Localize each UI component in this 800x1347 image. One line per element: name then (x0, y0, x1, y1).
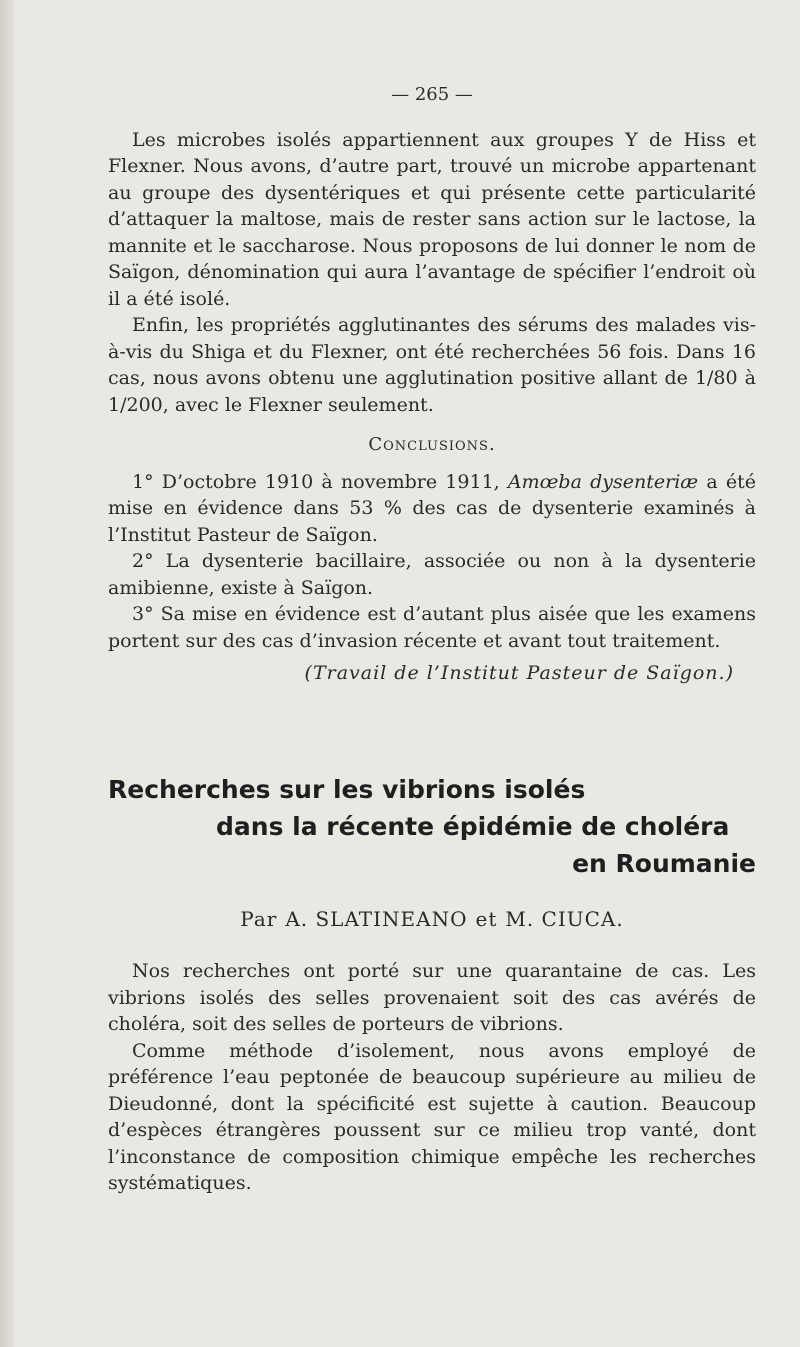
conclusion-1-start: 1° D’octobre 1910 à novembre 1911, (132, 470, 500, 493)
byline-prefix: Par (240, 906, 278, 931)
conclusion-item-2: 2° La dysenterie bacillaire, associée ou non à la dysenterie amibienne, existe à Saïgon. (108, 550, 756, 599)
paragraph-method: Comme méthode d’isolement, nous avons employé de préférence l’eau peptonée de beaucoup supérieure au milieu de Dieudonné, dont la spécificité est sujette à caution. Beaucoup d’espèces étrangères poussent sur ce milieu trop vanté, dont l’inconstance de composition chimique empêche les recherches systématiques. (108, 1039, 756, 1194)
conclusion-1-species: Amœba dysenteriæ (507, 470, 699, 493)
article-title-line-2: dans la récente épidémie de choléra (216, 811, 730, 841)
new-article (108, 771, 756, 1197)
article-title (108, 771, 756, 882)
page-gutter-shadow (0, 0, 14, 1347)
page-number: — 265 — (391, 84, 473, 105)
paragraph-agglutination: Enfin, les propriétés agglutinantes des sérums des malades vis-à-vis du Shiga et du Flexner, ont été recherchées 56 fois. Dans 16 cas, nous avons obtenu une agglutination positive allant de 1/80 à 1/200, avec le Flexner seulement. (108, 314, 756, 416)
byline (108, 906, 756, 933)
paragraph-research: Nos recherches ont porté sur une quarantaine de cas. Les vibrions isolés des selles provenaient soit des cas avérés de choléra, soit des selles de porteurs de vibrions. (108, 960, 756, 1035)
conclusion-item-1 (108, 469, 756, 549)
conclusion-1-end: a été mise en évidence dans 53 % des cas de dysenterie examinés à l’Institut Pasteur de Saïgon. (108, 470, 756, 546)
paragraph-microbes: Les microbes isolés appartiennent aux groupes Y de Hiss et Flexner. Nous avons, d’autre part, trouvé un microbe appartenant au groupe des dysentériques et qui présente cette particularité d’attaquer la maltose, mais de rester sans action sur le lactose, la mannite et le saccharose. Nous proposons de lui donner le nom de Saïgon, dénomination qui aura l’avantage de spécifier l’endroit où il a été isolé. (108, 128, 756, 310)
byline-and: et (475, 906, 498, 931)
document-page (108, 82, 756, 1197)
author-2: M. CIUCA. (505, 906, 624, 931)
conclusion-item-3: 3° Sa mise en évidence est d’autant plus aisée que les examens portent sur des cas d’invasion récente et avant tout traitement. (108, 603, 756, 652)
source-attribution: (Travail de l’Institut Pasteur de Saïgon.) (304, 662, 734, 684)
article-title-line-3: en Roumanie (572, 848, 756, 878)
article-title-line-1: Recherches sur les vibrions isolés (108, 774, 586, 804)
previous-article-end (108, 127, 756, 687)
author-1: A. SLATINEANO (285, 906, 468, 931)
conclusions-heading: Conclusions. (368, 434, 496, 455)
